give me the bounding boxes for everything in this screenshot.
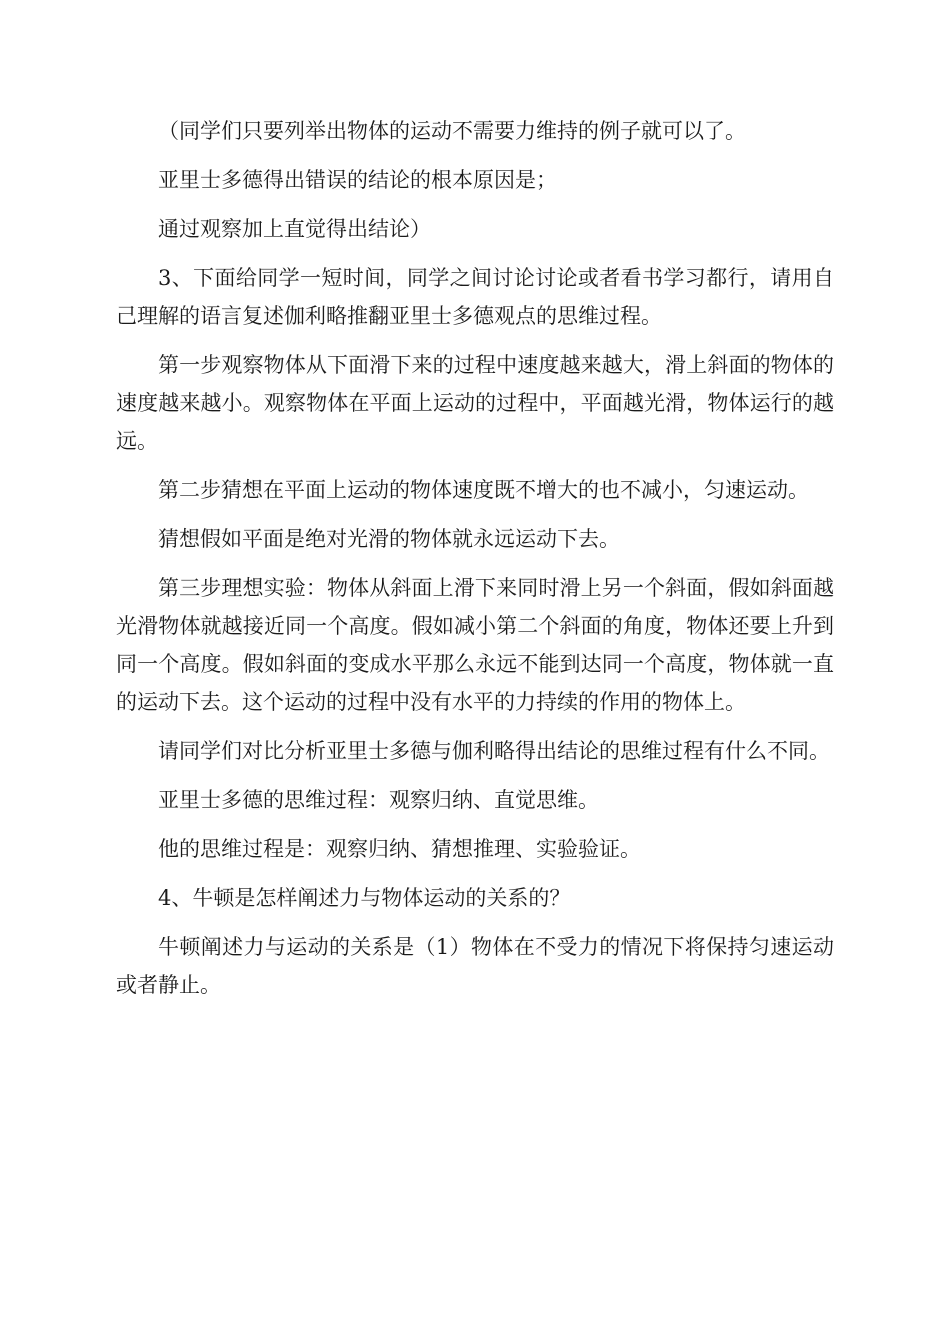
paragraph: 牛顿阐述力与运动的关系是（1）物体在不受力的情况下将保持匀速运动或者静止。 [116,935,834,997]
paragraph: 第三步理想实验：物体从斜面上滑下来同时滑上另一个斜面，假如斜面越光滑物体就越接近同一个高度。假如减小第二个斜面的角度，物体还要上升到同一个高度。假如斜面的变成水平那么永远不能到达同一个高度，物体就一直的运动下去。这个运动的过程中没有水平的力持续的作用的物体上。 [116,576,834,714]
paragraph: 第一步观察物体从下面滑下来的过程中速度越来越大，滑上斜面的物体的速度越来越小。观察物体在平面上运动的过程中，平面越光滑，物体运行的越远。 [116,353,834,453]
paragraph: 他的思维过程是：观察归纳、猜想推理、实验验证。 [158,837,641,861]
paragraph: 猜想假如平面是绝对光滑的物体就永远运动下去。 [158,527,620,551]
paragraph: 亚里士多德得出错误的结论的根本原因是； [158,168,557,192]
paragraph: 亚里士多德的思维过程：观察归纳、直觉思维。 [158,788,599,812]
paragraph: 3、下面给同学一短时间，同学之间讨论讨论或者看书学习都行，请用自己理解的语言复述伽利略推翻亚里士多德观点的思维过程。 [116,266,834,328]
paragraph: 请同学们对比分析亚里士多德与伽利略得出结论的思维过程有什么不同。 [158,739,830,763]
paragraph: 4、牛顿是怎样阐述力与物体运动的关系的？ [158,886,571,910]
paragraph: 第二步猜想在平面上运动的物体速度既不增大的也不减小，匀速运动。 [158,478,809,502]
paragraph: 通过观察加上直觉得出结论） [158,217,431,241]
paragraph: （同学们只要列举出物体的运动不需要力维持的例子就可以了。 [158,119,746,143]
document-body [116,112,834,1015]
